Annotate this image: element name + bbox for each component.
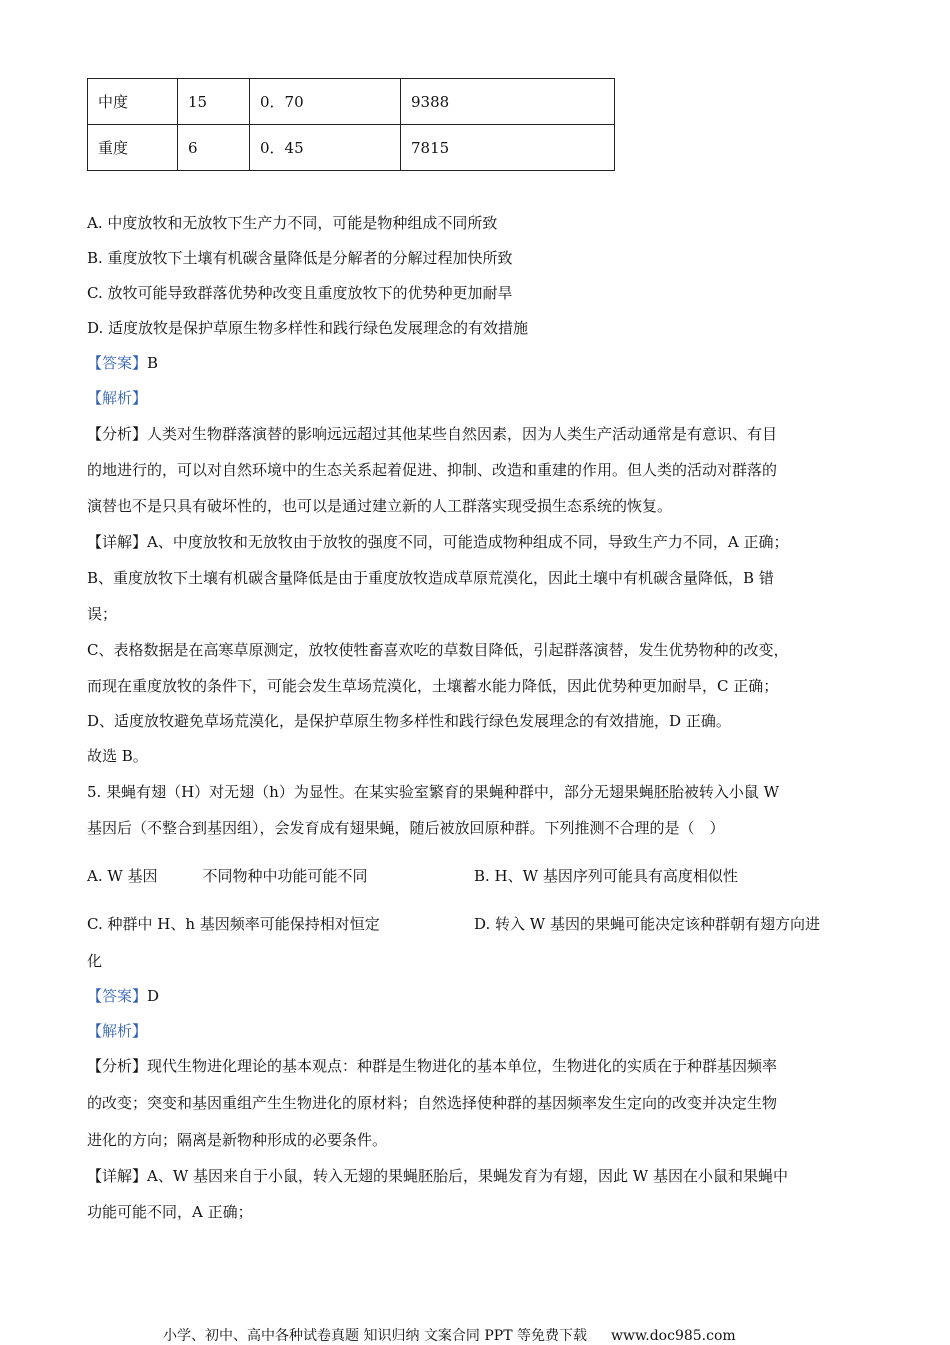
analysis-text: 现代生物进化理论的基本观点：种群是生物进化的基本单位，生物进化的实质在于种群基因频率 xyxy=(147,1057,778,1075)
q4-detail-line: D、适度放牧避免草场荒漠化，是保护草原生物多样性和践行绿色发展理念的有效措施，D 正确。 xyxy=(87,712,731,730)
footer-text: 小学、初中、高中各种试卷真题 知识归纳 文案合同 PPT 等免费下载 xyxy=(163,1328,587,1344)
q4-detail-line: 而现在重度放牧的条件下，可能会发生草场荒漠化，土壤蓄水能力降低，因此优势种更加耐旱，C 正确； xyxy=(87,677,779,695)
q4-answer xyxy=(87,353,158,373)
table-cell: 9388 xyxy=(401,79,615,125)
q4-option-a: A. 中度放牧和无放牧下生产力不同，可能是物种组成不同所致 xyxy=(87,214,498,232)
q5-analysis-line: 的改变；突变和基因重组产生生物进化的原材料；自然选择使种群的基因频率发生定向的改变并决定生物 xyxy=(87,1094,778,1112)
detail-label: 【详解】 xyxy=(87,533,148,551)
q5-answer xyxy=(87,986,159,1006)
q4-option-c: C. 放牧可能导致群落优势种改变且重度放牧下的优势种更加耐旱 xyxy=(87,284,513,302)
q4-detail-line: 误； xyxy=(87,605,118,623)
q5-option-d: D. 转入 W 基因的果蝇可能决定该种群朝有翅方向进 xyxy=(474,915,820,933)
table-row xyxy=(88,79,615,125)
q5-detail-line xyxy=(87,1166,788,1186)
q4-analysis-line: 演替也不是只具有破坏性的，也可以是通过建立新的人工群落实现受损生态系统的恢复。 xyxy=(87,497,673,515)
table-cell: 0．70 xyxy=(250,79,401,125)
q5-detail-line: 功能可能不同，A 正确； xyxy=(87,1203,253,1221)
q5-analysis-line xyxy=(87,1056,777,1076)
table-cell: 6 xyxy=(178,125,250,171)
q4-option-d: D. 适度放牧是保护草原生物多样性和践行绿色发展理念的有效措施 xyxy=(87,319,529,337)
page-footer xyxy=(163,1325,736,1345)
analysis-label: 【分析】 xyxy=(87,425,148,443)
detail-text: A、中度放牧和无放牧由于放牧的强度不同，可能造成物种组成不同，导致生产力不同，A 正确； xyxy=(147,533,789,551)
table-cell: 0．45 xyxy=(250,125,401,171)
q4-detail-line: B、重度放牧下土壤有机碳含量降低是由于重度放牧造成草原荒漠化，因此土壤中有机碳含量降低，B 错 xyxy=(87,569,774,587)
table-cell: 重度 xyxy=(88,125,178,171)
q5-stem-line: 5. 果蝇有翅（H）对无翅（h）为显性。在某实验室繁育的果蝇种群中，部分无翅果蝇胚胎被转入小鼠 W xyxy=(87,783,780,801)
answer-value: D xyxy=(147,987,160,1005)
q4-jiexi-label: 【解析】 xyxy=(87,389,148,407)
q5-option-b: B. H、W 基因序列可能具有高度相似性 xyxy=(474,867,738,885)
detail-label: 【详解】 xyxy=(87,1167,148,1185)
q5-analysis-line: 进化的方向；隔离是新物种形成的必要条件。 xyxy=(87,1131,388,1149)
table-cell: 7815 xyxy=(401,125,615,171)
q4-analysis-line: 的地进行的，可以对自然环境中的生态关系起着促进、抑制、改造和重建的作用。但人类的活动对群落的 xyxy=(87,461,778,479)
q4-conclusion: 故选 B。 xyxy=(87,747,148,765)
table-cell: 15 xyxy=(178,79,250,125)
q5-option-c: C. 种群中 H、h 基因频率可能保持相对恒定 xyxy=(87,915,380,933)
q4-detail-line xyxy=(87,532,788,552)
footer-link[interactable]: www.doc985.com xyxy=(610,1328,736,1344)
detail-text: A、W 基因来自于小鼠，转入无翅的果蝇胚胎后，果蝇发育为有翅，因此 W 基因在小鼠和果蝇中 xyxy=(147,1167,788,1185)
q5-jiexi-label: 【解析】 xyxy=(87,1022,148,1040)
table-row xyxy=(88,125,615,171)
q5-option-d-cont: 化 xyxy=(87,952,103,970)
q4-option-b: B. 重度放牧下土壤有机碳含量降低是分解者的分解过程加快所致 xyxy=(87,249,513,267)
answer-label: 【答案】 xyxy=(87,354,148,372)
answer-value: B xyxy=(147,354,159,372)
analysis-text: 人类对生物群落演替的影响远远超过其他某些自然因素，因为人类生产活动通常是有意识、有目 xyxy=(147,425,778,443)
analysis-label: 【分析】 xyxy=(87,1057,148,1075)
q4-detail-line: C、表格数据是在高寒草原测定，放牧使牲畜喜欢吃的草数目降低，引起群落演替，发生优势物种的改变， xyxy=(87,641,789,659)
table-cell: 中度 xyxy=(88,79,178,125)
data-table xyxy=(87,78,615,171)
q4-analysis-line xyxy=(87,424,777,444)
q5-option-a: A. W 基因 不同物种中功能可能不同 xyxy=(87,867,368,885)
q5-stem-line: 基因后（不整合到基因组），会发育成有翅果蝇，随后被放回原种群。下列推测不合理的是（ ） xyxy=(87,819,725,837)
answer-label: 【答案】 xyxy=(87,987,148,1005)
